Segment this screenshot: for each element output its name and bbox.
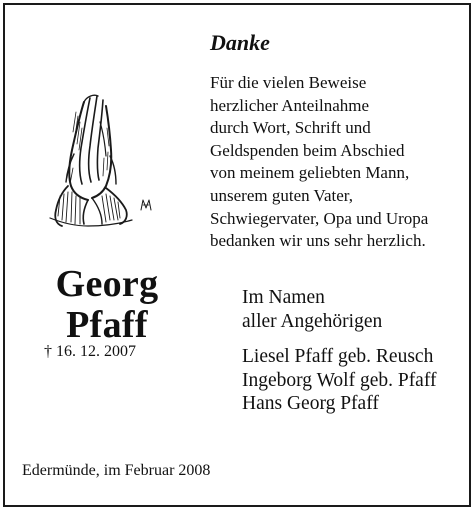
on-behalf-text xyxy=(242,286,382,333)
thanks-line: unserem guten Vater, xyxy=(210,185,353,205)
place-and-date: Edermünde, im Februar 2008 xyxy=(22,462,211,479)
thanks-line: herzlicher Anteilnahme xyxy=(210,95,370,115)
family-member: Hans Georg Pfaff xyxy=(242,393,379,414)
on-behalf-line: aller Angehörigen xyxy=(242,310,383,332)
family-member: Liesel Pfaff geb. Reusch xyxy=(242,346,434,367)
thanks-line: Geldspenden beim Abschied xyxy=(210,140,405,160)
on-behalf-line: Im Namen xyxy=(242,287,325,308)
thanks-line: von meinem geliebten Mann, xyxy=(210,163,410,183)
thanks-line: Für die vielen Beweise xyxy=(210,73,367,92)
death-date: † 16. 12. 2007 xyxy=(44,343,136,360)
deceased-first-name: Georg xyxy=(55,263,159,305)
thanks-line: bedanken wir uns sehr herzlich. xyxy=(210,231,426,251)
praying-hands-icon xyxy=(40,92,170,232)
thanks-heading: Danke xyxy=(210,30,270,55)
family-names xyxy=(242,345,436,416)
family-member: Ingeborg Wolf geb. Pfaff xyxy=(242,369,437,391)
thanks-line: durch Wort, Schrift und xyxy=(210,118,371,138)
deceased-last-name: Pfaff xyxy=(66,304,148,346)
thanks-text xyxy=(210,72,428,253)
thanks-line: Schwiegervater, Opa und Uropa xyxy=(210,208,429,228)
